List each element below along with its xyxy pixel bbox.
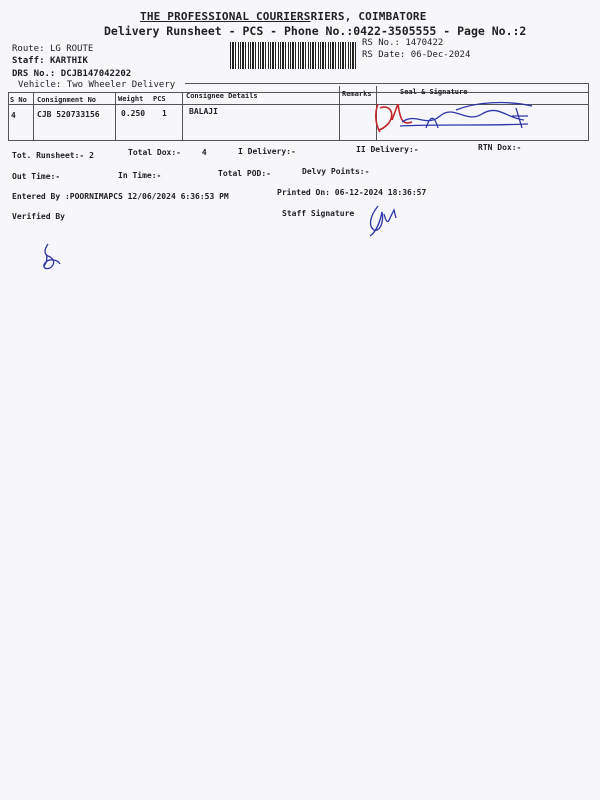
drs-label: DRS No.: [12,69,56,79]
rs-no-line [362,38,443,48]
staff-line [12,56,88,66]
route-value: LG ROUTE [49,44,94,54]
header-s-no: S No [10,96,27,104]
tot-runsheet: Tot. Runsheet:- 2 [12,151,94,160]
verified-by: Verified By [12,212,65,221]
total-dox [128,148,207,157]
staff-value: KARTHIK [49,56,88,66]
vehicle-label: Vehicle: [18,80,62,90]
route-line [12,44,93,54]
printed-on: Printed On: 06-12-2024 18:36:57 [277,188,427,197]
out-time: Out Time:- [12,172,61,181]
col-rule-2 [115,92,116,140]
company-name: THE PROFESSIONAL COURIERS [140,10,311,23]
i-delivery: I Delivery:- [238,147,296,156]
row-weight: 0.250 [121,109,146,118]
header-weight: Weight [118,95,144,103]
runsheet-title: Delivery Runsheet - PCS - Phone No.:0422-3505555 - Page No.:2 [104,24,527,38]
col-rule-1 [33,92,34,140]
header-pcs: PCS [153,95,166,103]
header-consignee: Consignee Details [186,92,258,100]
total-dox-label: Total Dox:- [128,148,181,157]
rs-no-value: 1470422 [405,38,444,48]
rtn-dox: RTN Dox:- [478,143,522,152]
rs-date-label: RS Date: [362,50,406,60]
route-label: Route: [12,44,45,54]
in-time: In Time:- [118,171,162,180]
col-rule-3 [182,92,183,140]
delvy-points: Delvy Points:- [302,167,370,176]
company-city: RIERS, COIMBATORE [310,10,427,23]
col-rule-6 [588,83,589,140]
verified-signature-mark [36,240,66,274]
rs-no-label: RS No.: [362,38,400,48]
table-header-top-rule [8,92,589,93]
entered-by: Entered By :POORNIMAPCS 12/06/2024 6:36:53 PM [12,192,229,201]
row-consignment-no: CJB 520733156 [37,110,100,119]
vehicle-value: Two Wheeler Delivery [66,80,176,90]
table-bottom-rule [8,140,589,141]
col-rule-0 [8,92,9,140]
seal-signature-scribble [396,98,536,138]
table-top-rule [185,83,589,84]
header-consignment-no: Consignment No [37,96,97,104]
col-rule-4 [339,86,340,140]
barcode [230,42,356,69]
staff-signature-label: Staff Signature [282,209,355,218]
drs-value: DCJB147042202 [60,69,132,79]
total-dox-value: 4 [201,148,207,157]
header-remarks: Remarks [342,90,372,98]
header-seal: Seal & Signature [400,88,468,96]
drs-line [12,69,131,79]
row-s-no: 4 [11,111,16,120]
rs-date-value: 06-Dec-2024 [410,50,471,60]
rs-date-line [362,50,470,60]
total-pod: Total POD:- [218,169,271,178]
ii-delivery: II Delivery:- [356,145,419,154]
row-consignee: BALAJI [189,107,218,116]
vehicle-line [18,80,175,90]
staff-signature-mark [364,202,404,238]
row-pcs: 1 [162,109,167,118]
company-title [140,10,427,23]
staff-label: Staff: [12,56,45,66]
